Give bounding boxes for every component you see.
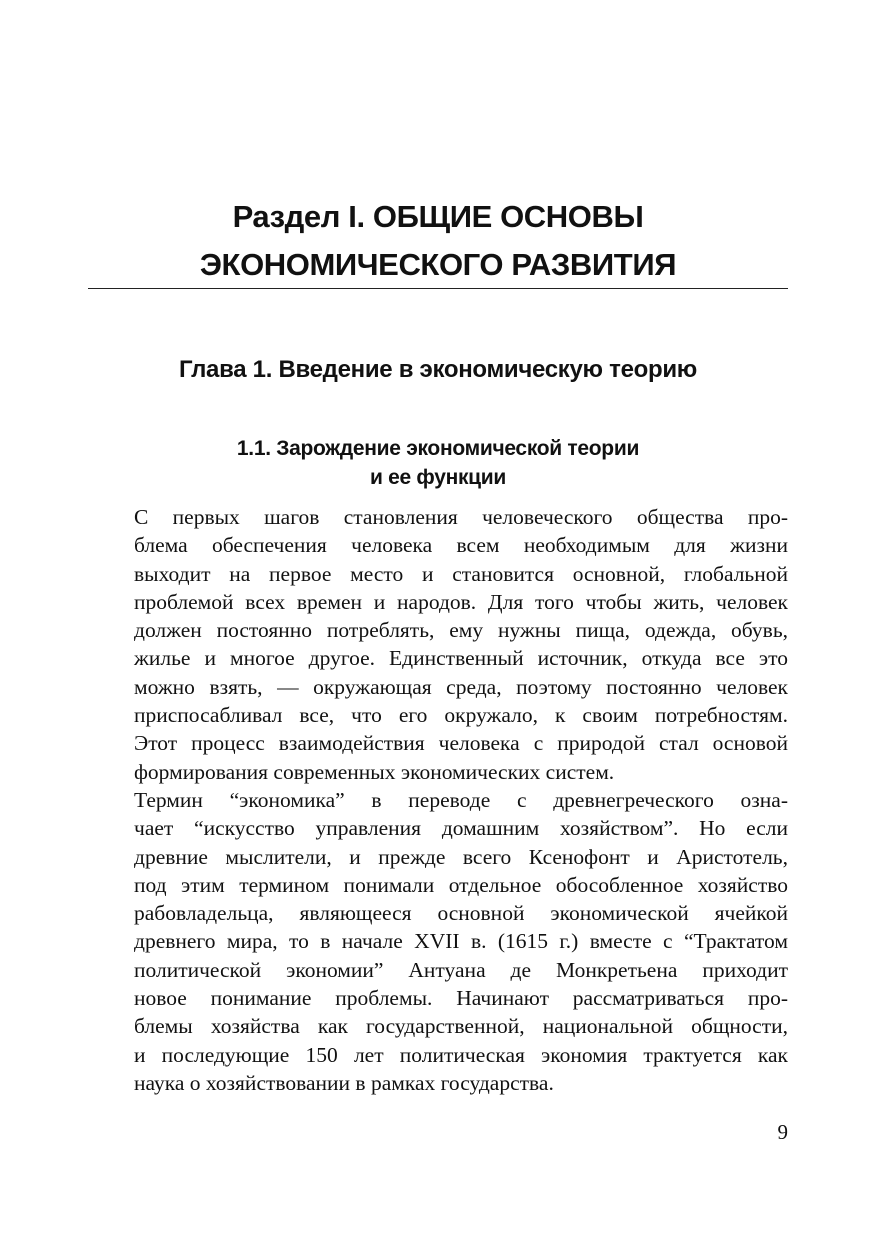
chapter-title: Глава 1. Введение в экономическую теорию (179, 356, 697, 383)
section-title-line-1: Раздел I. ОБЩИЕ ОСНОВЫ (232, 199, 644, 234)
text-line: жилье и многое другое. Единственный источник, откуда все это (134, 646, 788, 671)
text-line: выходит на первое место и становится основной, глобальной (134, 561, 788, 586)
text-line: блемы хозяйства как государственной, национальной общности, (134, 1014, 788, 1039)
subsection-title-line-1: 1.1. Зарождение экономической теории (236, 437, 640, 460)
text-line: Термин “экономика” в переводе с древнегреческого озна- (134, 787, 788, 812)
text-line: политической экономии” Антуана де Монкретьена приходит (134, 957, 788, 982)
section-title-line-2: ЭКОНОМИЧЕСКОГО РАЗВИТИЯ (199, 247, 677, 282)
text-line: новое понимание проблемы. Начинают рассматриваться про- (134, 986, 788, 1011)
text-line: можно взять, — окружающая среда, поэтому постоянно человек (134, 674, 788, 699)
text-line: чает “искусство управления домашним хозяйством”. Но если (134, 816, 788, 841)
text-line: под этим термином понимали отдельное обособленное хозяйство (134, 872, 788, 897)
paragraph-1 (88, 503, 788, 786)
text-line: блема обеспечения человека всем необходимым для жизни (134, 533, 788, 558)
text-line: формирования современных экономических систем. (134, 759, 615, 784)
section-title (88, 193, 788, 289)
text-line: Этот процесс взаимодействия человека с природой стал основой (134, 731, 788, 756)
section-divider (88, 288, 788, 289)
page-number: 9 (777, 1120, 788, 1144)
text-line: проблемой всех времен и народов. Для того чтобы жить, человек (134, 589, 788, 614)
text-line: должен постоянно потреблять, ему нужны пища, одежда, обувь, (134, 618, 788, 643)
text-line: древние мыслители, и прежде всего Ксенофонт и Аристотель, (134, 844, 788, 869)
text-line: С первых шагов становления человеческого общества про- (134, 505, 788, 529)
text-line: приспосабливал все, что его окружало, к своим потребностям. (134, 703, 788, 728)
subsection-title (88, 434, 788, 492)
subsection-title-line-2: и ее функции (369, 466, 507, 489)
text-line: древнего мира, то в начале XVII в. (1615 г.) вместе с “Трактатом (134, 929, 788, 954)
body-text (88, 503, 788, 1097)
text-line: рабовладельца, являющееся основной экономической ячейкой (134, 901, 788, 926)
paragraph-2 (88, 786, 788, 1097)
text-line: наука о хозяйствовании в рамках государства. (134, 1070, 554, 1095)
text-line: и последующие 150 лет политическая экономия трактуется как (134, 1042, 788, 1067)
